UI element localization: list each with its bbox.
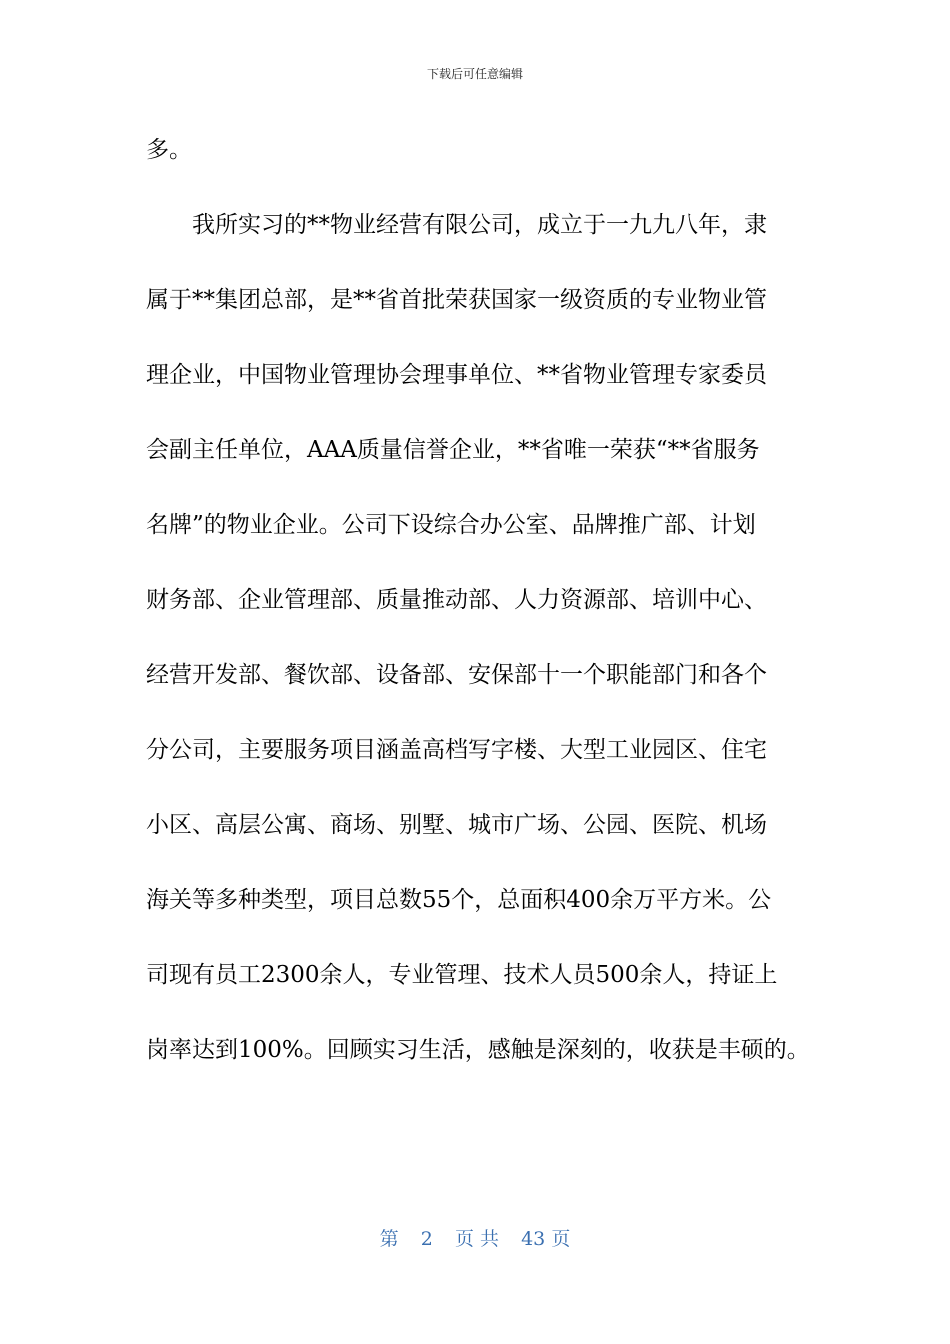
text-line-3: 属于**集团总部，是**省首批荣获国家一级资质的专业物业管 xyxy=(146,287,767,313)
text-line-6: 名牌”的物业企业。公司下设综合办公室、品牌推广部、计划 xyxy=(146,512,756,538)
text-line-12: 司现有员工2300余人，专业管理、技术人员500余人，持证上 xyxy=(146,962,778,988)
footer-total-pages: 43 xyxy=(521,1228,546,1250)
text-line-2: 我所实习的**物业经营有限公司，成立于一九九八年，隶 xyxy=(146,212,767,238)
text-line-4: 理企业，中国物业管理协会理事单位、**省物业管理专家委员 xyxy=(146,362,767,388)
text-line-9: 分公司，主要服务项目涵盖高档写字楼、大型工业园区、住宅 xyxy=(146,737,767,763)
footer-middle: 页 共 xyxy=(454,1228,499,1250)
text-line-5: 会副主任单位，AAA质量信誉企业，**省唯一荣获“**省服务 xyxy=(146,437,760,463)
footer-suffix: 页 xyxy=(551,1228,571,1250)
text-line-7: 财务部、企业管理部、质量推动部、人力资源部、培训中心、 xyxy=(146,587,767,613)
text-line-1: 多。 xyxy=(146,137,192,163)
header-note: 下载后可任意编辑 xyxy=(426,67,523,81)
text-line-8: 经营开发部、餐饮部、设备部、安保部十一个职能部门和各个 xyxy=(146,662,767,688)
document-body xyxy=(146,113,810,1088)
text-line-11: 海关等多种类型，项目总数55个，总面积400余万平方米。公 xyxy=(146,887,772,913)
text-line-10: 小区、高层公寓、商场、别墅、城市广场、公园、医院、机场 xyxy=(146,812,767,838)
text-line-13: 岗率达到100%。回顾实习生活，感触是深刻的，收获是丰硕的。 xyxy=(146,1037,810,1063)
footer-prefix: 第 xyxy=(379,1228,399,1250)
footer-page-number: 2 xyxy=(420,1228,433,1250)
page-footer xyxy=(0,1226,950,1252)
